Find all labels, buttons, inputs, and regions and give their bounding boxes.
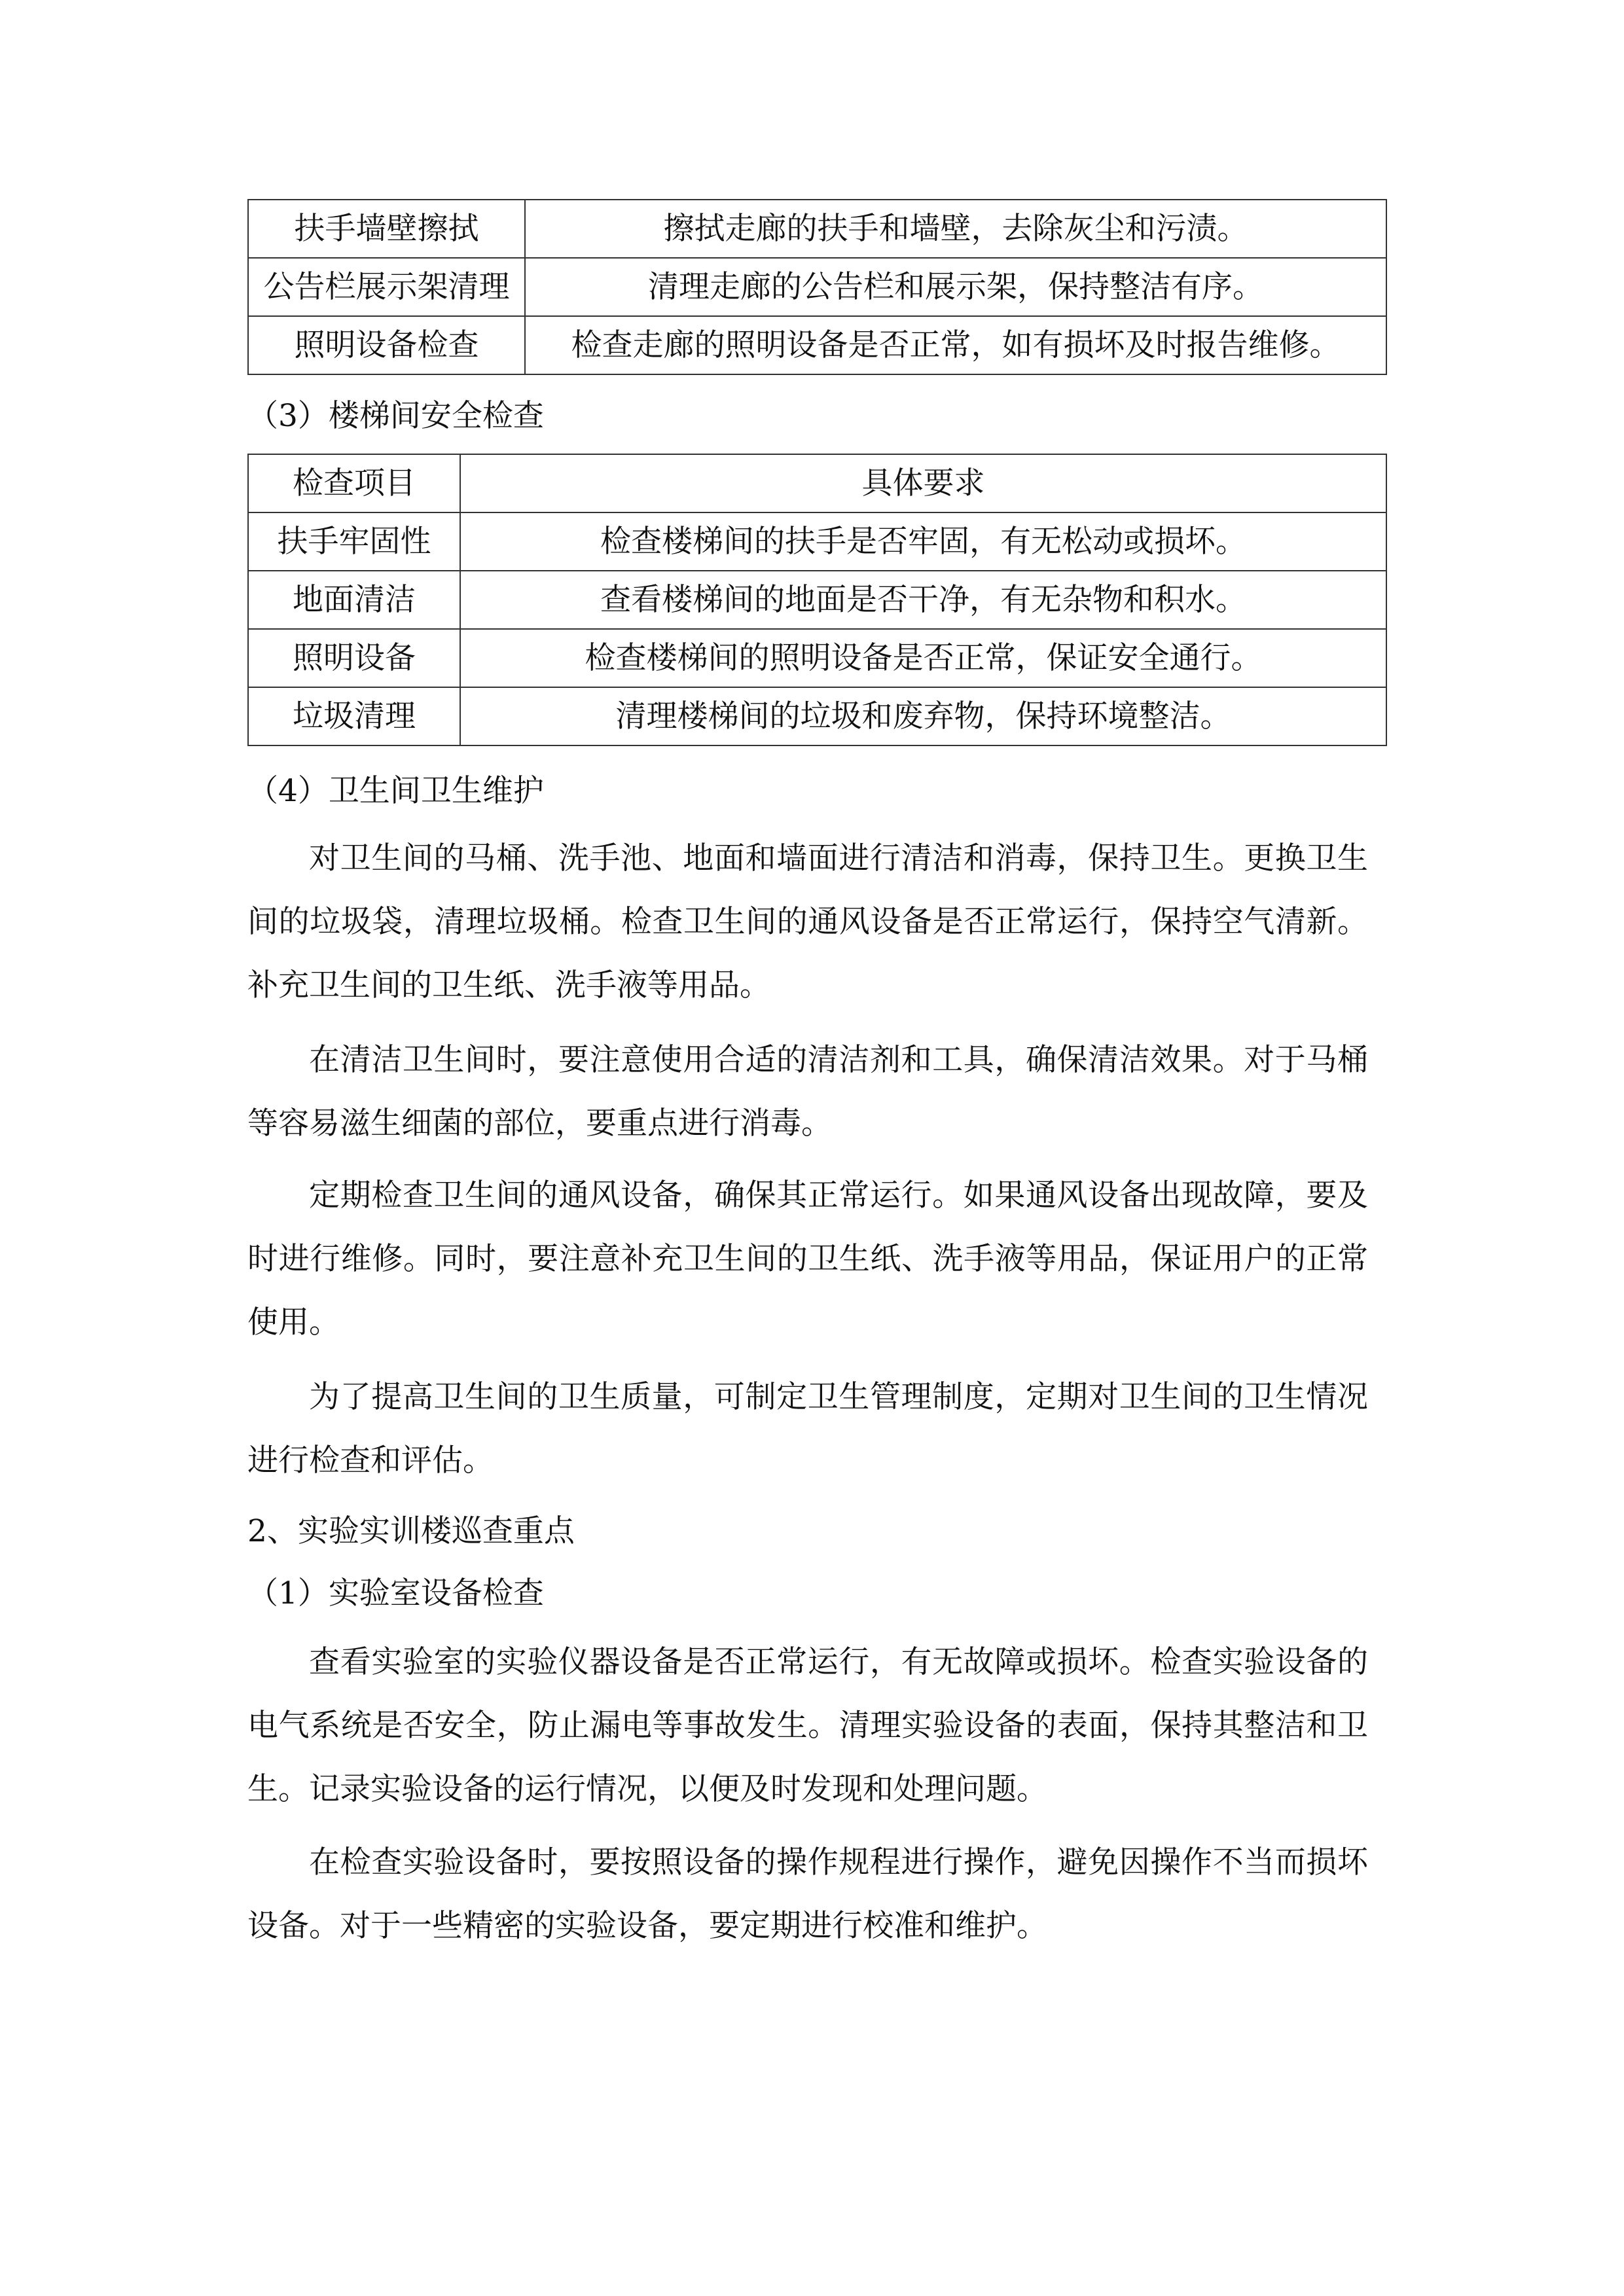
- paragraph: 定期检查卫生间的通风设备，确保其正常运行。如果通风设备出现故障，要及时进行维修。同时，要注意补充卫生间的卫生纸、洗手液等用品，保证用户的正常使用。: [247, 1177, 1368, 1340]
- table-cell: 擦拭走廊的扶手和墙壁，去除灰尘和污渍。: [525, 200, 1386, 258]
- table-cell: 检查楼梯间的扶手是否牢固，有无松动或损坏。: [460, 512, 1386, 571]
- table-cell: 照明设备: [248, 629, 460, 687]
- paragraph: 在清洁卫生间时，要注意使用合适的清洁剂和工具，确保清洁效果。对于马桶等容易滋生细菌的部位，要重点进行消毒。: [247, 1042, 1368, 1141]
- table-cell: 地面清洁: [248, 571, 460, 629]
- stairwell-inspection-table: [247, 454, 1387, 746]
- table-header-row: [248, 454, 1386, 512]
- section-heading: （4）卫生间卫生维护: [247, 773, 544, 809]
- table-row: [248, 687, 1386, 745]
- header-cell: 具体要求: [460, 454, 1386, 512]
- corridor-cleaning-table: [247, 199, 1387, 375]
- table-row: [248, 258, 1386, 316]
- table-row: [248, 200, 1386, 258]
- section-heading: （3）楼梯间安全检查: [247, 398, 544, 434]
- table-cell: 照明设备检查: [248, 316, 525, 374]
- table-cell: 扶手墙壁擦拭: [248, 200, 525, 258]
- table-cell: 检查走廊的照明设备是否正常，如有损坏及时报告维修。: [525, 316, 1386, 374]
- table-row: [248, 512, 1386, 571]
- paragraph: 在检查实验设备时，要按照设备的操作规程进行操作，避免因操作不当而损坏设备。对于一些精密的实验设备，要定期进行校准和维护。: [247, 1844, 1368, 1944]
- paragraph: 对卫生间的马桶、洗手池、地面和墙面进行清洁和消毒，保持卫生。更换卫生间的垃圾袋，清理垃圾桶。检查卫生间的通风设备是否正常运行，保持空气清新。补充卫生间的卫生纸、洗手液等用品。: [247, 840, 1368, 1003]
- subsection-heading: （1）实验室设备检查: [247, 1575, 544, 1611]
- header-cell: 检查项目: [248, 454, 460, 512]
- table-row: [248, 571, 1386, 629]
- table-cell: 清理走廊的公告栏和展示架，保持整洁有序。: [525, 258, 1386, 316]
- table-row: [248, 316, 1386, 374]
- table-cell: 清理楼梯间的垃圾和废弃物，保持环境整洁。: [460, 687, 1386, 745]
- table-cell: 检查楼梯间的照明设备是否正常，保证安全通行。: [460, 629, 1386, 687]
- table-cell: 公告栏展示架清理: [248, 258, 525, 316]
- paragraph: 为了提高卫生间的卫生质量，可制定卫生管理制度，定期对卫生间的卫生情况进行检查和评估。: [247, 1379, 1368, 1479]
- paragraph: 查看实验室的实验仪器设备是否正常运行，有无故障或损坏。检查实验设备的电气系统是否安全，防止漏电等事故发生。清理实验设备的表面，保持其整洁和卫生。记录实验设备的运行情况，以便及时发现和处理问题。: [247, 1644, 1368, 1807]
- table-cell: 扶手牢固性: [248, 512, 460, 571]
- table-cell: 垃圾清理: [248, 687, 460, 745]
- table-cell: 查看楼梯间的地面是否干净，有无杂物和积水。: [460, 571, 1386, 629]
- section-heading: 2、实验实训楼巡查重点: [247, 1513, 575, 1549]
- table-row: [248, 629, 1386, 687]
